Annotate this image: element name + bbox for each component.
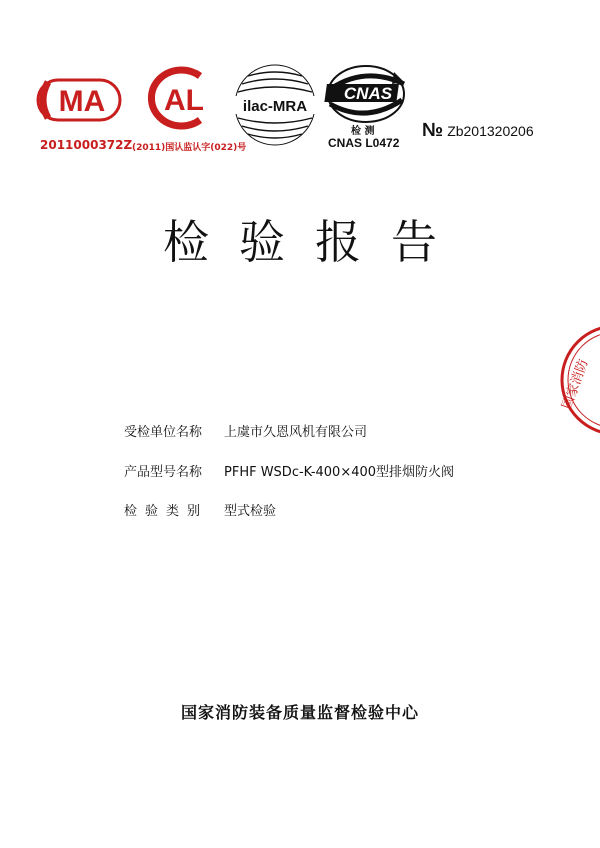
ilac-mra-logo xyxy=(232,62,318,148)
cnas-subtitle: 检 测 xyxy=(351,126,375,137)
official-seal xyxy=(538,322,600,438)
field-client-value: 上虞市久恩风机有限公司 xyxy=(224,425,368,440)
ilac-mark: ilac-MRA xyxy=(242,98,308,115)
field-product-value: PFHF WSDc-K-400×400型排烟防火阀 xyxy=(224,465,455,480)
field-client-label: 受检单位名称 xyxy=(124,425,203,440)
cal-mark: AL xyxy=(164,84,204,117)
cnas-number: CNAS L0472 xyxy=(328,136,400,150)
cal-number: (2011)国认监认字(022)号 xyxy=(132,143,247,153)
field-inspection-type-value: 型式检验 xyxy=(224,504,277,519)
field-inspection-type xyxy=(124,500,276,519)
cal-logo xyxy=(140,66,224,130)
cma-logo xyxy=(36,78,122,122)
seal-text: 国家消防 xyxy=(559,357,592,412)
report-number-value: Zb201320206 xyxy=(447,123,534,139)
cma-mark: MA xyxy=(58,85,106,118)
cnas-mark: CNAS xyxy=(343,84,393,103)
report-number xyxy=(422,120,534,142)
cma-number: 2011000372Z xyxy=(40,138,133,152)
page-title: 检验报告 xyxy=(163,215,467,269)
field-client xyxy=(124,421,367,440)
field-inspection-type-label: 检验类别 xyxy=(124,504,209,519)
issuer-name: 国家消防装备质量监督检验中心 xyxy=(180,703,419,722)
field-product-label: 产品型号名称 xyxy=(124,465,203,480)
cnas-logo xyxy=(324,62,408,128)
number-sign: № xyxy=(422,120,444,141)
field-product xyxy=(124,461,454,480)
